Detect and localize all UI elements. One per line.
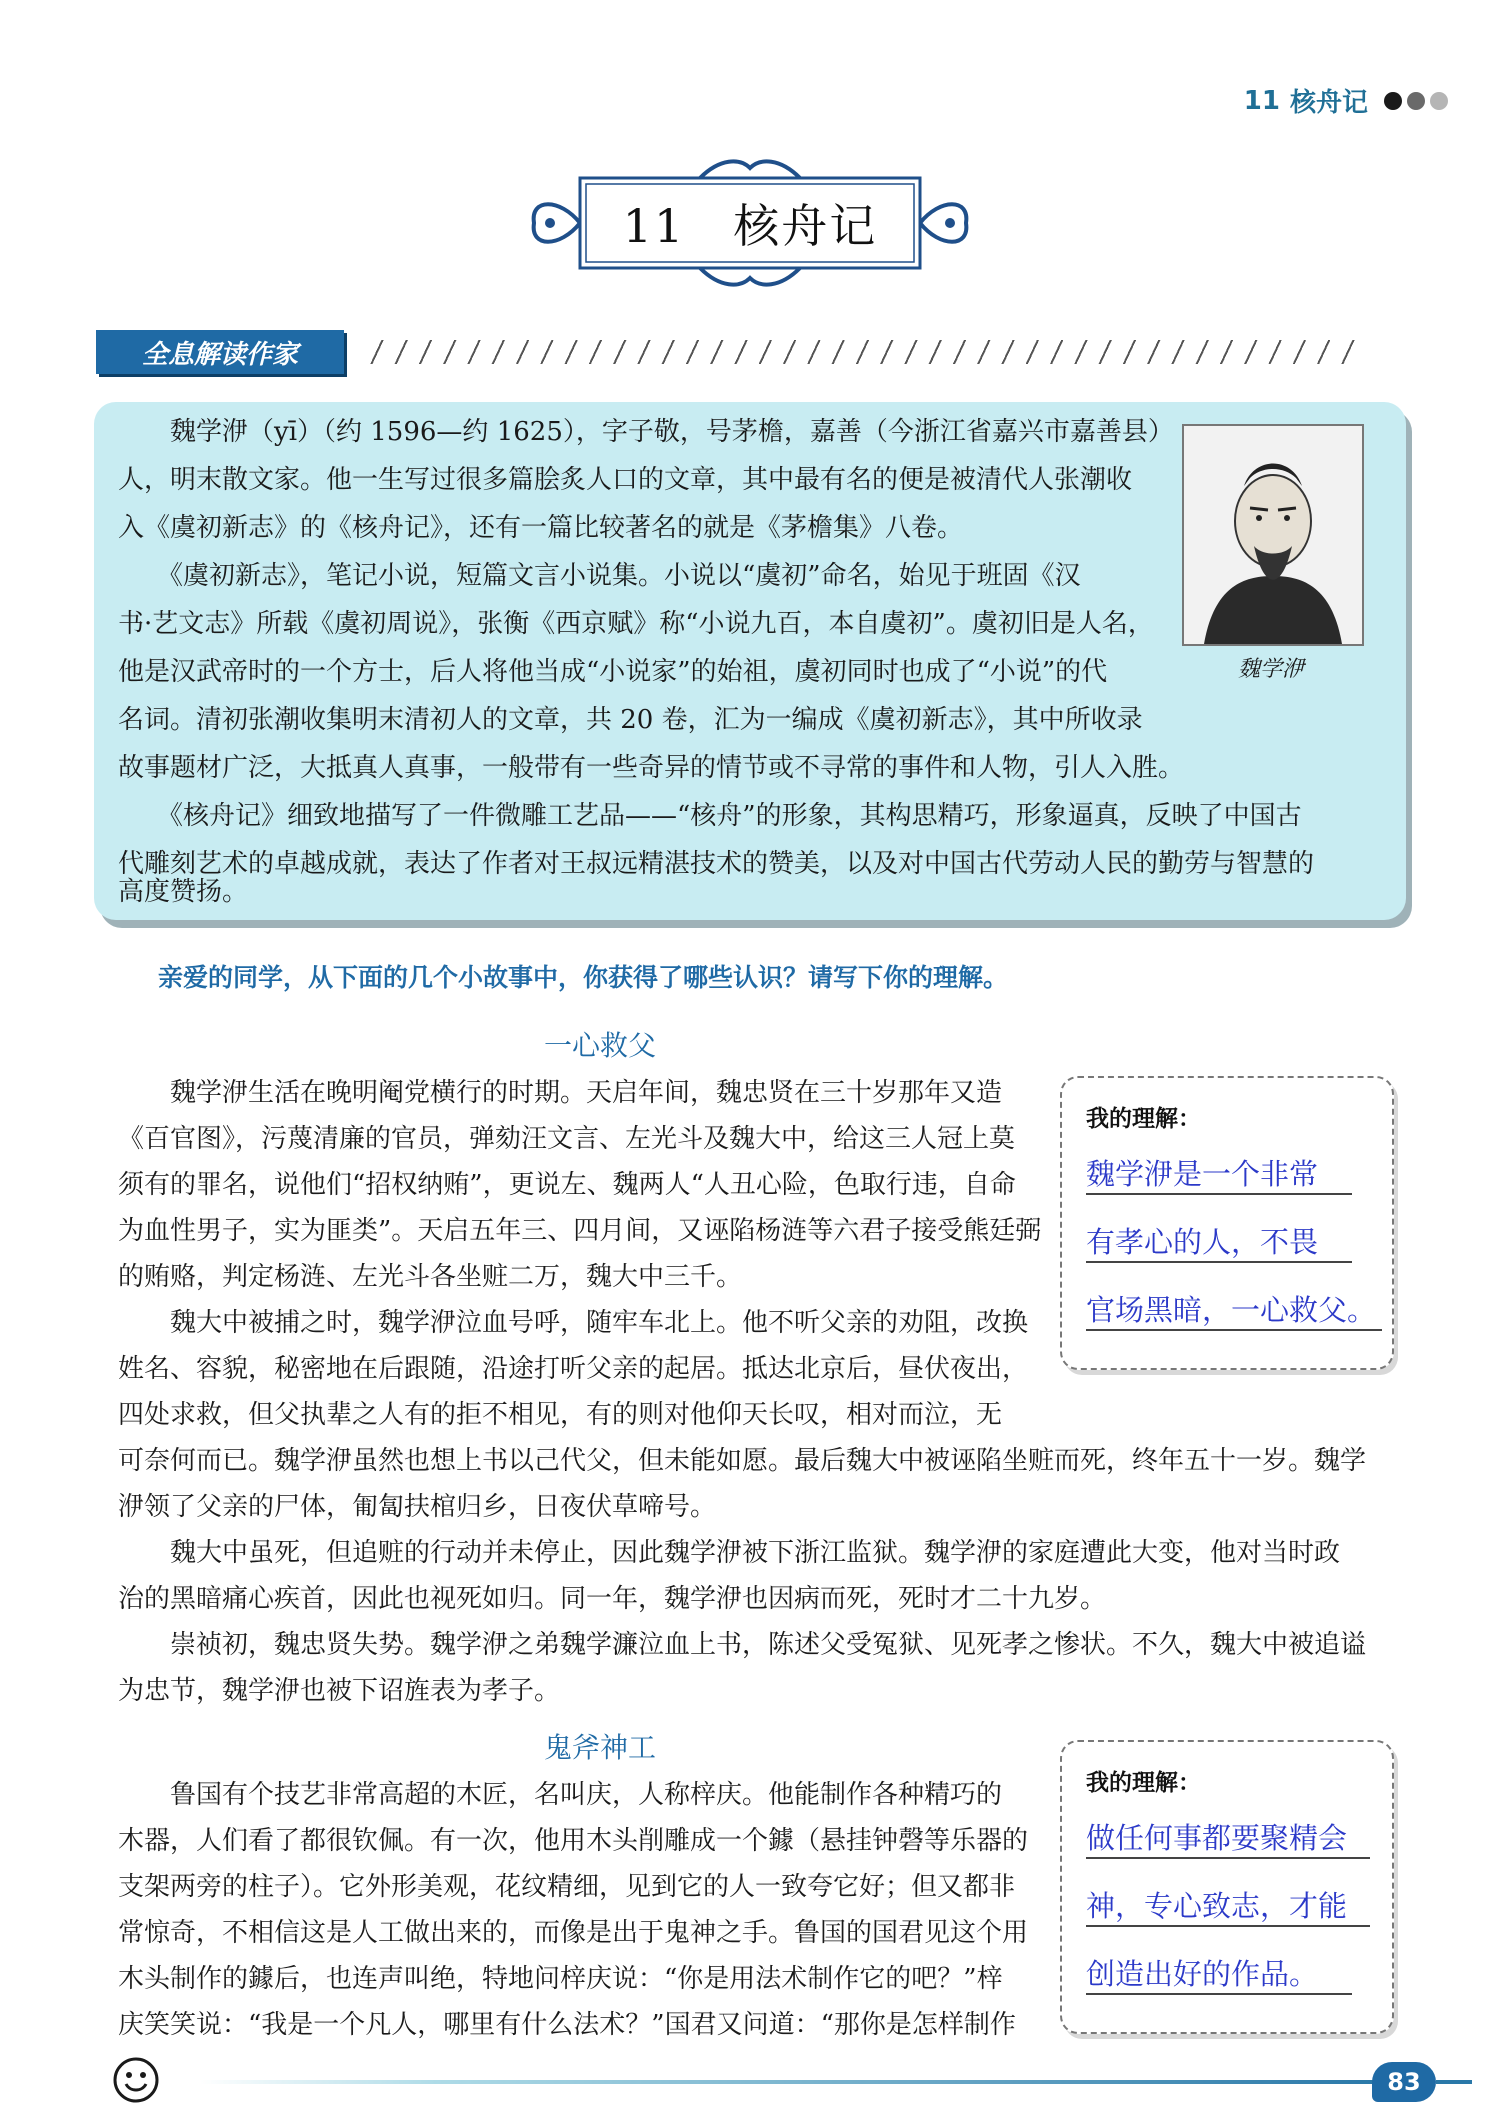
- header-dots: [1384, 92, 1448, 110]
- understanding-label: 我的理解：: [1086, 1106, 1201, 1132]
- handwritten-answer: 做任何事都要聚精会: [1086, 1816, 1370, 1859]
- footer-line: [200, 2080, 1380, 2084]
- story-line: 常惊奇，不相信这是人工做出来的，而像是出于鬼神之手。鲁国的国君见这个用: [118, 1918, 1029, 1948]
- story-title-1: 一心救父: [543, 1029, 656, 1062]
- hatch-divider: [366, 340, 1356, 364]
- story-line: 支架两旁的柱子）。它外形美观，花纹精细，见到它的人一致夸它好；但又都非: [118, 1872, 1016, 1902]
- story-line: 木头制作的鐻后，也连声叫绝，特地问梓庆说：“你是用法术制作它的吧？”梓: [118, 1964, 1003, 1994]
- chapter-title-small: 核舟记: [1289, 88, 1368, 118]
- story-line: 《百官图》，污蔑清廉的官员，弹劾汪文言、左光斗及魏大中，给这三人冠上莫: [118, 1124, 1016, 1154]
- story-line: 木器，人们看了都很钦佩。有一次，他用木头削雕成一个鐻（悬挂钟磬等乐器的: [118, 1826, 1029, 1856]
- story-line: 魏大中被捕之时，魏学洢泣血号呼，随牢车北上。他不听父亲的劝阻，改换: [118, 1308, 1029, 1338]
- author-line: 他是汉武帝时的一个方士，后人将他当成“小说家”的始祖，虞初同时也成了“小说”的代: [118, 657, 1108, 687]
- author-line: 高度赞扬。: [118, 877, 249, 907]
- story-line: 庆笑笑说：“我是一个凡人，哪里有什么法术？”国君又问道：“那你是怎样制作: [118, 2010, 1016, 2040]
- story-line: 崇祯初，魏忠贤失势。魏学洢之弟魏学濂泣血上书，陈述父受冤狱、见死孝之惨状。不久，魏大中被追谥: [118, 1630, 1367, 1660]
- story-line: 的贿赂，判定杨涟、左光斗各坐赃二万，魏大中三千。: [118, 1262, 743, 1292]
- story-line: 洢领了父亲的尸体，匍匐扶棺归乡，日夜伏草啼号。: [118, 1492, 717, 1522]
- page-title: 11 核舟记: [622, 199, 878, 253]
- author-line: 魏学洢（yī）（约 1596—约 1625），字子敬，号茅檐，嘉善（今浙江省嘉兴市嘉善县）: [118, 417, 1174, 447]
- chapter-number: 11: [1243, 85, 1280, 116]
- story-line: 四处求救，但父执辈之人有的拒不相见，有的则对他仰天长叹，相对而泣，无: [118, 1400, 1003, 1430]
- story-line: 魏学洢生活在晚明阉党横行的时期。天启年间，魏忠贤在三十岁那年又造: [118, 1078, 1003, 1108]
- author-line: 入《虞初新志》的《核舟记》，还有一篇比较著名的就是《茅檐集》八卷。: [118, 513, 964, 543]
- running-head: [1244, 82, 1448, 119]
- story-line: 姓名、容貌，秘密地在后跟随，沿途打听父亲的起居。抵达北京后，昼伏夜出，: [118, 1354, 1029, 1384]
- dot-3: [1430, 92, 1448, 110]
- author-line: 书·艺文志》所载《虞初周说》，张衡《西京赋》称“小说九百，本自虞初”。虞初旧是人名，: [118, 609, 1154, 639]
- portrait-image: [1182, 424, 1364, 646]
- handwritten-answer: 官场黑暗，一心救父。: [1086, 1288, 1382, 1331]
- author-line: 故事题材广泛，大抵真人真事，一般带有一些奇异的情节或不寻常的事件和人物，引人入胜。: [118, 753, 1185, 783]
- author-line: 代雕刻艺术的卓越成就，表达了作者对王叔远精湛技术的赞美，以及对中国古代劳动人民的勤劳与智慧的: [118, 849, 1315, 879]
- smiley-icon: [112, 2056, 160, 2104]
- understanding-label: 我的理解：: [1086, 1770, 1201, 1796]
- author-line: 《核舟记》细致地描写了一件微雕工艺品——“核舟”的形象，其构思精巧，形象逼真，反映了中国古: [118, 801, 1302, 831]
- story-line: 鲁国有个技艺非常高超的木匠，名叫庆，人称梓庆。他能制作各种精巧的: [118, 1780, 1003, 1810]
- section-label: 全息解读作家: [96, 330, 344, 374]
- page-number: 83: [1372, 2062, 1436, 2102]
- story-title-2: 鬼斧神工: [543, 1731, 656, 1764]
- author-line: 《虞初新志》，笔记小说，短篇文言小说集。小说以“虞初”命名，始见于班固《汉: [118, 561, 1081, 591]
- dot-2: [1407, 92, 1425, 110]
- story-line: 治的黑暗痛心疾首，因此也视死如归。同一年，魏学洢也因病而死，死时才二十九岁。: [118, 1584, 1107, 1614]
- handwritten-answer: 创造出好的作品。: [1086, 1952, 1352, 1995]
- story-line: 可奈何而已。魏学洢虽然也想上书以己代父，但未能如愿。最后魏大中被诬陷坐赃而死，终年五十一岁。魏学: [118, 1446, 1367, 1476]
- handwritten-answer: 神，专心致志，才能: [1086, 1884, 1370, 1927]
- handwritten-answer: 魏学洢是一个非常: [1086, 1152, 1352, 1195]
- story-line: 须有的罪名，说他们“招权纳贿”，更说左、魏两人“人丑心险，色取行违，自命: [118, 1170, 1016, 1200]
- dot-1: [1384, 92, 1402, 110]
- author-line: 人，明末散文家。他一生写过很多篇脍炙人口的文章，其中最有名的便是被清代人张潮收: [118, 465, 1133, 495]
- handwritten-answer: 有孝心的人，不畏: [1086, 1220, 1352, 1263]
- story-line: 为血性男子，实为匪类”。天启五年三、四月间，又诬陷杨涟等六君子接受熊廷弼: [118, 1216, 1042, 1246]
- footer-line-end: [1436, 2080, 1472, 2084]
- portrait-caption: 魏学洢: [1237, 657, 1304, 682]
- story-line: 魏大中虽死，但追赃的行动并未停止，因此魏学洢被下浙江监狱。魏学洢的家庭遭此大变，他对当时政: [118, 1538, 1341, 1568]
- author-line: 名词。清初张潮收集明末清初人的文章，共 20 卷，汇为一编成《虞初新志》，其中所收录: [118, 705, 1143, 735]
- reading-prompt: 亲爱的同学，从下面的几个小故事中，你获得了哪些认识？请写下你的理解。: [158, 963, 1009, 992]
- story-line: 为忠节，魏学洢也被下诏旌表为孝子。: [118, 1676, 561, 1706]
